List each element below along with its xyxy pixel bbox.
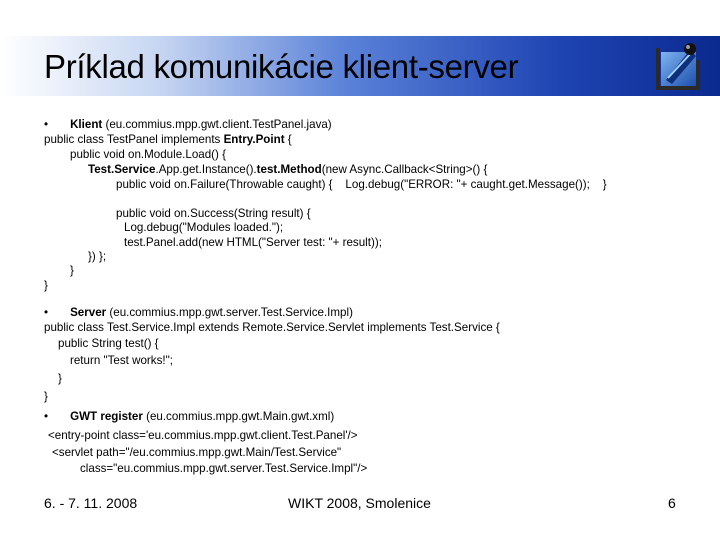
client-heading: Klient <box>70 118 103 131</box>
code-line: } <box>44 390 48 403</box>
bullet: • <box>44 118 49 131</box>
code-line: public String test() { <box>58 337 159 350</box>
gwt-heading-line <box>44 409 334 424</box>
code-line: return "Test works!"; <box>70 354 173 367</box>
code-text: (new Async.Callback<String>() { <box>321 163 488 176</box>
code-line <box>88 162 487 177</box>
code-line <box>44 132 292 147</box>
bullet: • <box>44 410 49 423</box>
code-line: } <box>70 264 74 277</box>
code-line: } <box>44 279 48 292</box>
slide-title: Príklad komunikácie klient-server <box>44 48 519 85</box>
code-line: Log.debug("Modules loaded."); <box>124 221 284 234</box>
code-line: class="eu.commius.mpp.gwt.server.Test.Service.Impl"/> <box>80 462 368 475</box>
code-line: }) }; <box>88 250 107 263</box>
code-line: <servlet path="/eu.commius.mpp.gwt.Main/Test.Service" <box>52 446 342 459</box>
code-line: public void on.Failure(Throwable caught) { Log.debug("ERROR: "+ caught.get.Message()); } <box>116 178 607 191</box>
server-heading: Server <box>70 306 107 319</box>
code-line: <entry-point class='eu.commius.mpp.gwt.client.Test.Panel'/> <box>48 429 358 442</box>
code-text: { <box>284 133 292 146</box>
code-keyword: Test.Service <box>88 163 156 176</box>
gwt-heading: GWT register <box>70 410 143 423</box>
page-number: 6 <box>668 495 676 511</box>
gwt-path: (eu.commius.mpp.gwt.Main.gwt.xml) <box>142 410 335 423</box>
logo-icon <box>650 38 706 96</box>
client-heading-line <box>44 117 332 132</box>
bullet: • <box>44 306 49 319</box>
code-text: .App.get.Instance(). <box>155 163 257 176</box>
client-path: (eu.commius.mpp.gwt.client.TestPanel.java) <box>102 118 332 131</box>
code-line: public void on.Module.Load() { <box>70 148 226 161</box>
code-line: public void on.Success(String result) { <box>116 207 311 220</box>
server-heading-line <box>44 305 353 320</box>
code-text: public class TestPanel implements <box>44 133 224 146</box>
footer-date: 6. - 7. 11. 2008 <box>44 495 138 511</box>
code-keyword: Entry.Point <box>223 133 285 146</box>
code-line: } <box>58 372 62 385</box>
code-line: test.Panel.add(new HTML("Server test: "+ result)); <box>124 236 382 249</box>
server-path: (eu.commius.mpp.gwt.server.Test.Service.Impl) <box>106 306 353 319</box>
code-keyword: test.Method <box>256 163 322 176</box>
code-line: public class Test.Service.Impl extends Remote.Service.Servlet implements Test.Service { <box>44 321 500 334</box>
footer-event: WIKT 2008, Smolenice <box>288 495 431 511</box>
